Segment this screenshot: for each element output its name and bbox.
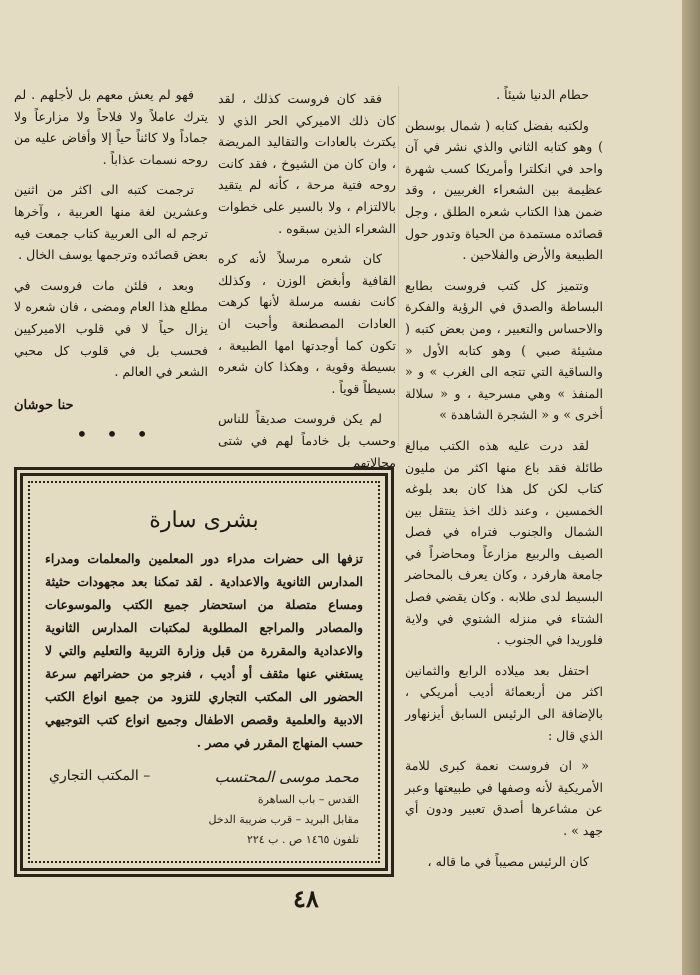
article-paragraph: وتتميز كل كتب فروست بطابع البساطة والصدق في الرؤية والفكرة والاحساس والتعبير ، ومن بعض كتبه ( مشيئة صبي ) وهو كتابه الأول « والساقية التي تتجه الى الغرب » و « المنفذ » وهي مسرحية ، و « سلالة أخرى » و « الشجرة الشاهدة » [405, 277, 603, 423]
column-gutter [398, 86, 399, 446]
advertisement-box [14, 467, 394, 877]
page-number: ٤٨ [293, 884, 319, 913]
article-paragraph: كان الرئيس مصيباً في ما قاله ، [427, 853, 589, 869]
page-spine-shadow [682, 0, 700, 975]
article-paragraph: لقد درت عليه هذه الكتب مبالغ طائلة فقد باع منها اكثر من مليون كتاب لكن كل هذا كان بعد بلوغه الخمسين ، وعند ذلك اخذ ينتقل بين الشمال والجنوب فتراه في فصل الصيف والربيع مزارعاً ومحاضراً في جامعة هارفرد ، وكان يعرف بالمحاضر البسيط لدى طلابه . وكان يقضي فصل الشتاء في منزله الشتوي في ولاية فلوريدا في الجنوب . [405, 437, 603, 648]
article-paragraph: فهو لم يعش معهم بل لأجلهم . لم يترك عاملاً ولا فلاحاً ولا مزارعاً ولا جماداً ولا كائناً حياً إلا وأفاض عليه من روحه نسمات عذاباً . [14, 87, 208, 167]
article-paragraph: لم يكن فروست صديقاً للناس وحسب بل خادماً لهم في شتى مجالاتهم [218, 411, 396, 470]
section-separator: • • • [76, 422, 155, 446]
ad-office: – المكتب التجاري [49, 768, 151, 784]
article-column-middle [218, 88, 396, 482]
ad-address [49, 790, 359, 850]
ad-signer: محمد موسى المحتسب [214, 768, 359, 786]
article-column-right [405, 84, 603, 881]
article-paragraph: حطام الدنيا شيئاً . [496, 87, 589, 102]
ad-address-line: مقابل البريد – قرب ضريبة الدخل [208, 813, 359, 826]
article-column-left [14, 84, 208, 425]
article-paragraph: كان شعره مرسلاً لأنه كره القافية وأبغض الوزن ، وكذلك كانت نفسه مرسلة لأنها كرهت العادات المصطنعة وأحبت ان تكون كما أوجدتها امها الطبيعة ، بسيطة وقوية ، وهكذا كان شعره بسيطاً قوياً . [218, 251, 396, 396]
article-paragraph: وبعد ، فلئن مات فروست في مطلع هذا العام ومضى ، فان شعره لا يزال حياً لا في قلوب الاميركيين فحسب بل في قلوب كل محبي الشعر في العالم . [14, 277, 208, 380]
ad-address-line: القدس – باب الساهرة [257, 793, 359, 806]
article-paragraph: احتفل بعد ميلاده الرابع والثمانين اكثر من أربعمائة أديب أمريكي ، بالإضافة الى الرئيس السابق أيزنهاور الذي قال : [405, 662, 603, 743]
ad-title: بشرى سارة [149, 508, 259, 533]
article-paragraph: « ان فروست نعمة كبرى للامة الأمريكية لأنه وصفها في طبيعتها وعبر عن مشاعرها أصدق تعبير ودون أي جهد » . [405, 758, 603, 838]
ad-signature-row [49, 768, 359, 786]
article-paragraph: ولكتبه بفضل كتابه ( شمال بوسطن ) وهو كتابه الثاني والذي نشر في آن واحد في انكلترا وأمريكا كسب شهرة عظيمة بين الشعراء الغربيين ، وقد ضمن هذا الكتاب شعره الطلق ، وجل قصائده مستمدة من الحياة وتدور حول الطبيعة والأرض والفلاحين . [405, 117, 603, 263]
article-paragraph: فقد كان فروست كذلك ، لقد كان ذلك الاميركي الحر الذي لا يكترث بالعادات والتقاليد المريضة ، وان كان من الشيوخ ، فقد كانت روحه فتية مرحة ، كأنه لم يتقيد بالالتزام ، ولا بالسير على خطوات الشعراء الذين سبقوه . [218, 91, 396, 236]
ad-body: تزفها الى حضرات مدراء دور المعلمين والمعلمات ومدراء المدارس الثانوية والاعدادية . لقد تمكنا بعد مجهودات حثيثة ومساع متصلة من استحضار جميع الكتب والموسوعات والمصادر والمراجع المطلوبة لمكتبات المدارس الثانوية والاعدادية والمقررة من قبل وزارة التربية والتعليم والتي لا يستغني عنها مثقف أو أديب ، فنرجو من حضراتهم سرعة الحضور الى المكتب التجاري للتزود من جميع انواع الكتب الادبية والعلمية وقصص الاطفال وجميع انواع كتب التوجيهي حسب المنهاج المقرر في مصر . [45, 551, 363, 750]
ad-address-line: تلفون ١٤٦٥ ص . ب ٢٢٤ [246, 833, 359, 846]
article-paragraph: ترجمت كتبه الى اكثر من اثنين وعشرين لغة منها العربية ، وآخرها ترجم له الى العربية كتاب جمعت فيه بعض قصائده وترجمها يوسف الخال . [14, 182, 208, 263]
author-signature: حنا حوشان [14, 397, 74, 413]
